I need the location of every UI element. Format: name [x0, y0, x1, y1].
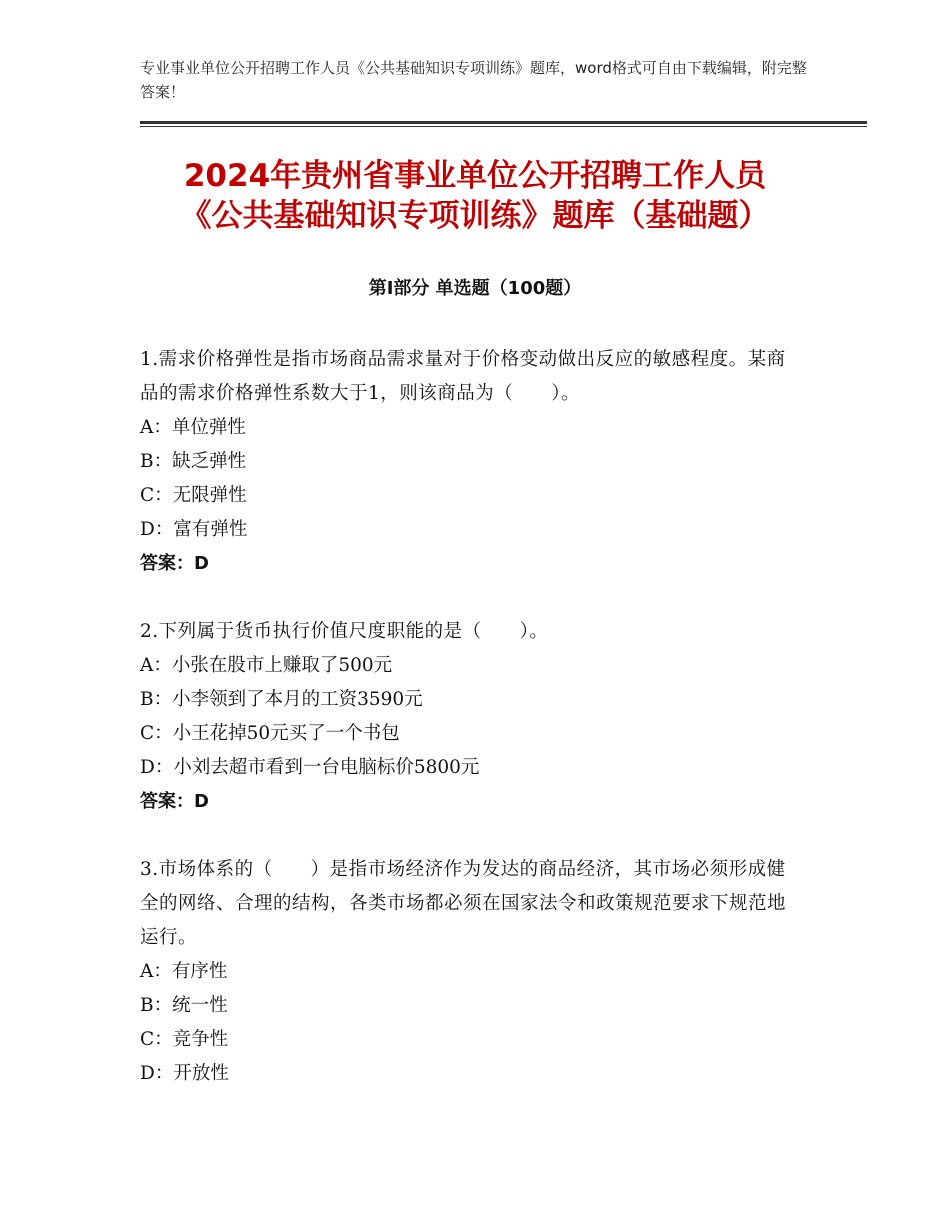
option-d: D：小刘去超市看到一台电脑标价5800元 [140, 757, 480, 778]
question-3 [140, 853, 800, 1091]
option-c: C：无限弹性 [140, 485, 247, 506]
option-b: B：统一性 [140, 995, 228, 1016]
question-stem: 1.需求价格弹性是指市场商品需求量对于价格变动做出反应的敏感程度。某商品的需求价格弹性系数大于1，则该商品为（ ）。 [140, 349, 786, 404]
header-divider-thin [140, 126, 867, 127]
question-stem: 3.市场体系的（ ）是指市场经济作为发达的商品经济，其市场必须形成健全的网络、合理的结构，各类市场都必须在国家法令和政策规范要求下规范地运行。 [140, 859, 787, 948]
option-a: A：单位弹性 [140, 417, 246, 438]
option-c: C：小王花掉50元买了一个书包 [140, 723, 400, 744]
option-b: B：小李领到了本月的工资3590元 [140, 689, 423, 710]
question-1 [140, 343, 800, 581]
question-2 [140, 615, 800, 819]
question-list [140, 343, 800, 1125]
title-line-2: 《公共基础知识专项训练》题库（基础题） [180, 198, 770, 234]
header-note: 专业事业单位公开招聘工作人员《公共基础知识专项训练》题库，word格式可自由下载编辑，附完整答案！ [140, 59, 807, 101]
option-c: C：竞争性 [140, 1029, 229, 1050]
answer-line: 答案：D [140, 791, 209, 812]
option-a: A：有序性 [140, 961, 228, 982]
title-line-1: 2024年贵州省事业单位公开招聘工作人员 [183, 158, 767, 194]
answer-line: 答案：D [140, 553, 209, 574]
header-divider-thick [140, 121, 867, 124]
option-d: D：富有弹性 [140, 519, 248, 540]
option-a: A：小张在股市上赚取了500元 [140, 655, 393, 676]
question-stem: 2.下列属于货币执行价值尺度职能的是（ ）。 [140, 621, 549, 642]
option-b: B：缺乏弹性 [140, 451, 247, 472]
section-heading: 第Ⅰ部分 单选题（100题） [368, 278, 582, 299]
document-title [120, 156, 830, 236]
option-d: D：开放性 [140, 1063, 229, 1084]
